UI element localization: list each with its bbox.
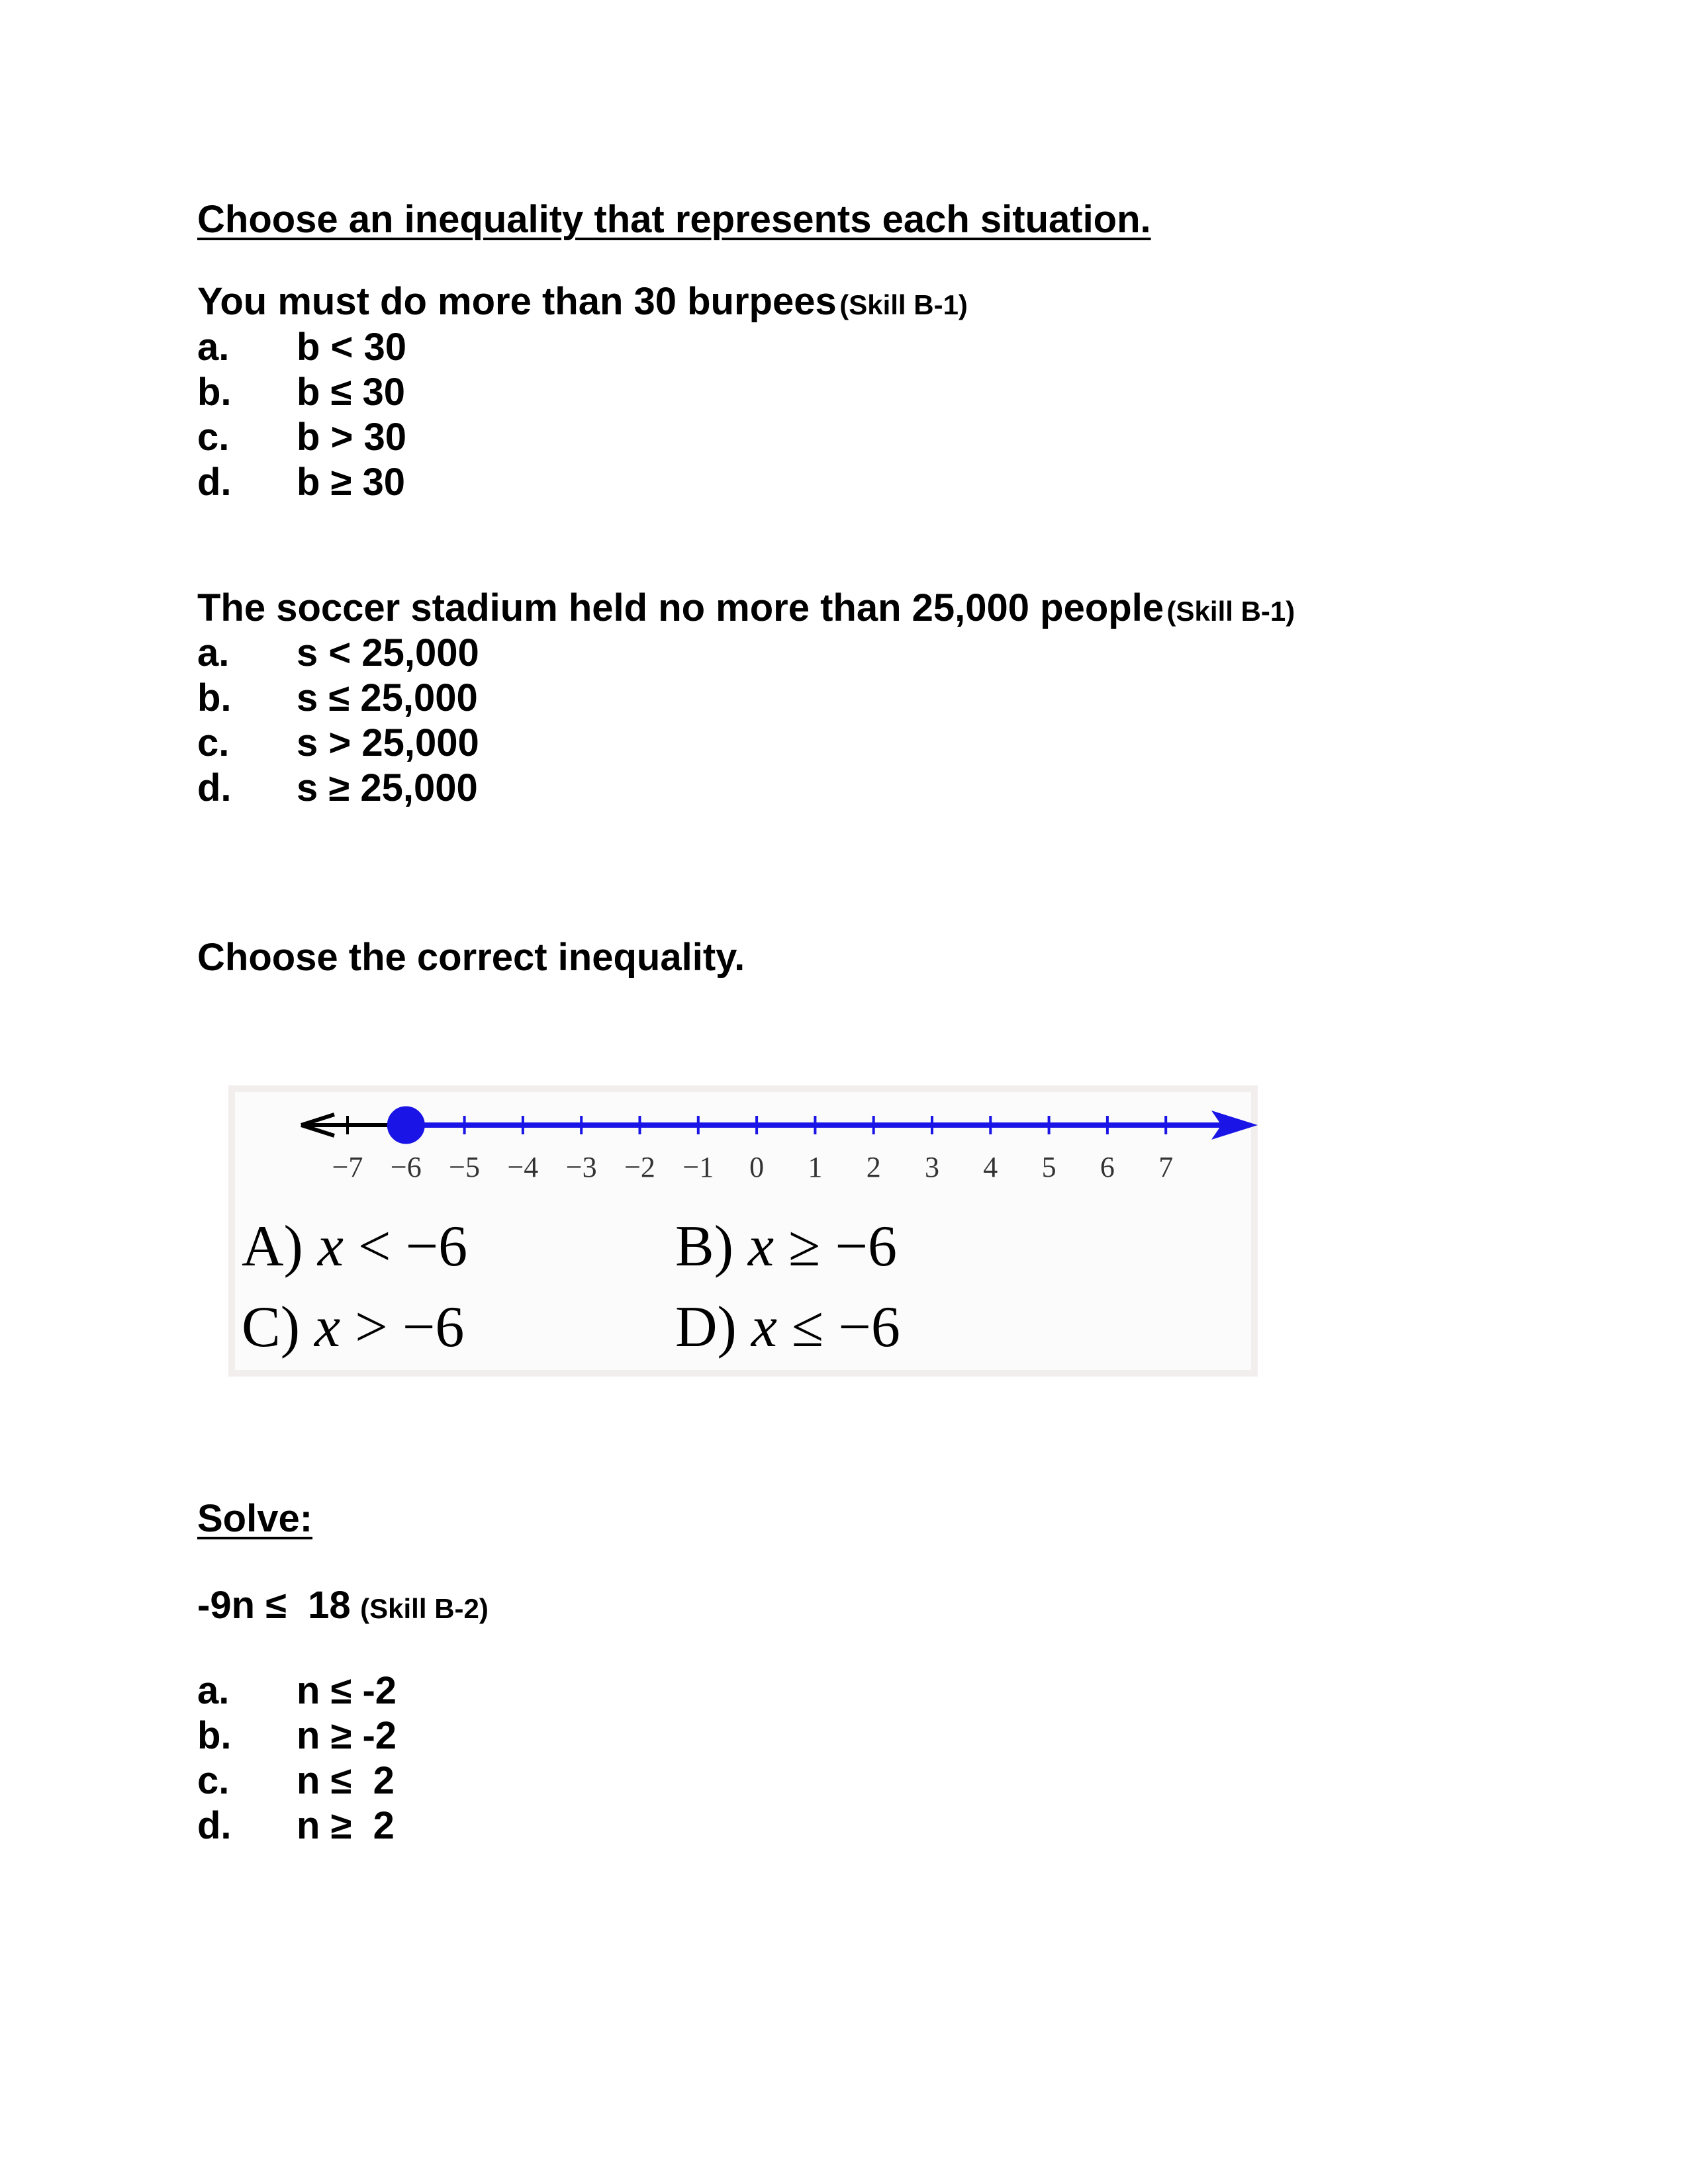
tick-label: −5 — [449, 1151, 481, 1183]
figure-option-relation: ≥ −6 — [788, 1214, 897, 1279]
option-expression: s ≤ 25,000 — [297, 676, 478, 719]
tick-label: 5 — [1041, 1151, 1056, 1183]
question-1 — [197, 280, 968, 323]
figure-option-variable: x — [748, 1214, 774, 1279]
option-letter: b. — [197, 1714, 232, 1757]
figure-option-b[interactable] — [675, 1214, 897, 1279]
figure-option-variable: x — [317, 1214, 344, 1279]
option-letter: a. — [197, 326, 230, 369]
figure-option-a[interactable] — [242, 1214, 468, 1279]
option-letter: b. — [197, 676, 232, 719]
option-letter: c. — [197, 416, 230, 459]
option-expression: n ≥ 2 — [297, 1804, 395, 1847]
option-letter: a. — [197, 631, 230, 674]
option-expression: b ≤ 30 — [297, 371, 406, 414]
option-expression: n ≤ 2 — [297, 1759, 395, 1802]
figure-option-relation: > −6 — [355, 1295, 465, 1359]
figure-option-c[interactable] — [242, 1295, 465, 1359]
tick-label: 0 — [749, 1151, 765, 1183]
option-expression: b < 30 — [297, 326, 407, 369]
question-2 — [197, 586, 1295, 629]
option-letter: c. — [197, 721, 230, 764]
question-4-skill: (Skill B-2) — [360, 1593, 489, 1624]
section-heading-choose: Choose an inequality that represents each situation. — [197, 198, 1151, 241]
tick-label: −4 — [507, 1151, 539, 1183]
tick-label: 1 — [808, 1151, 823, 1183]
figure-option-label: C) — [242, 1295, 300, 1359]
question-4 — [197, 1586, 489, 1625]
question-3-prompt: Choose the correct inequality. — [197, 936, 745, 979]
tick-label: 2 — [866, 1151, 881, 1183]
figure-option-relation: ≤ −6 — [791, 1295, 900, 1359]
tick-label: −1 — [682, 1151, 714, 1183]
option-expression: b ≥ 30 — [297, 461, 406, 504]
figure-option-label: B) — [675, 1214, 733, 1279]
figure-option-label: D) — [675, 1295, 737, 1359]
option-expression: s < 25,000 — [297, 631, 479, 674]
section-heading-solve: Solve: — [197, 1497, 313, 1540]
figure-option-variable: x — [314, 1295, 341, 1359]
figure-option-relation: < −6 — [357, 1214, 468, 1279]
question-4-prompt: -9n ≤ 18 — [197, 1584, 351, 1627]
question-1-prompt: You must do more than 30 burpees — [197, 280, 837, 323]
option-letter: c. — [197, 1759, 230, 1802]
option-letter: b. — [197, 371, 232, 414]
option-letter: a. — [197, 1669, 230, 1712]
option-letter: d. — [197, 461, 232, 504]
question-2-skill: (Skill B-1) — [1166, 596, 1295, 627]
tick-label: 3 — [925, 1151, 939, 1183]
question-2-prompt: The soccer stadium held no more than 25,000 people — [197, 586, 1164, 629]
figure-option-label: A) — [242, 1214, 303, 1279]
option-expression: s ≥ 25,000 — [297, 766, 478, 809]
tick-label: −2 — [624, 1151, 655, 1183]
option-letter: d. — [197, 1804, 232, 1847]
figure-option-variable: x — [751, 1295, 777, 1359]
figure-option-d[interactable] — [675, 1295, 900, 1359]
option-expression: b > 30 — [297, 416, 407, 459]
tick-label: 6 — [1100, 1151, 1115, 1183]
tick-label: −7 — [332, 1151, 363, 1183]
option-expression: s > 25,000 — [297, 721, 479, 764]
tick-label: −6 — [390, 1151, 422, 1183]
closed-point — [389, 1108, 423, 1142]
tick-label: 4 — [983, 1151, 998, 1183]
option-letter: d. — [197, 766, 232, 809]
tick-label: 7 — [1158, 1151, 1174, 1183]
number-line-figure — [228, 1085, 1258, 1377]
option-expression: n ≥ -2 — [297, 1714, 397, 1757]
question-1-skill: (Skill B-1) — [839, 289, 968, 320]
option-expression: n ≤ -2 — [297, 1669, 397, 1712]
tick-label: −3 — [565, 1151, 597, 1183]
